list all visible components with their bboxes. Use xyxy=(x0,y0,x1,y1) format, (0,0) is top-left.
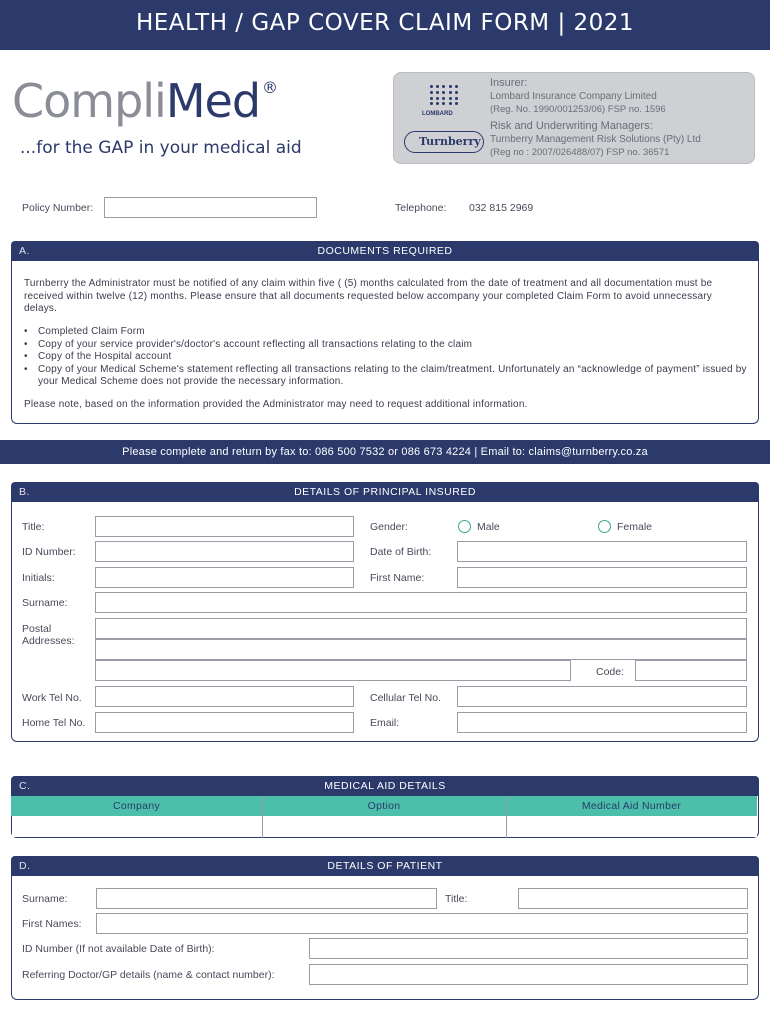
section-d-title: DETAILS OF PATIENT xyxy=(327,860,443,872)
surname-input[interactable] xyxy=(95,592,747,613)
gender-label: Gender: xyxy=(370,521,408,533)
complimed-logo xyxy=(12,74,278,128)
section-c-title: MEDICAL AID DETAILS xyxy=(324,780,446,792)
patient-first-names-input[interactable] xyxy=(96,913,748,934)
patient-title-input[interactable] xyxy=(518,888,748,909)
referring-doctor-label: Referring Doctor/GP details (name & contact number): xyxy=(22,969,275,981)
postal-code-input[interactable] xyxy=(635,660,747,681)
managers-name: Turnberry Management Risk Solutions (Pty) Ltd xyxy=(490,134,701,145)
home-tel-input[interactable] xyxy=(95,712,354,733)
surname-label: Surname: xyxy=(22,597,68,609)
insurer-name: Lombard Insurance Company Limited xyxy=(490,91,657,102)
form-header-bar xyxy=(0,0,770,50)
id-number-label: ID Number: xyxy=(22,546,76,558)
policy-number-label: Policy Number: xyxy=(22,202,94,214)
work-tel-label: Work Tel No. xyxy=(22,692,82,704)
insurer-logos xyxy=(400,79,486,159)
list-item: • Copy of your Medical Scheme's statement reflecting all transactions relating to the claim/treatment. Unfortunately an “acknowledge of payment” issued by your Medical Scheme does not provide the necessary information. xyxy=(22,364,752,389)
telephone-label: Telephone: xyxy=(395,202,447,214)
turnberry-logo-text: Turnberry xyxy=(419,135,481,148)
documents-note: Please note, based on the information provided the Administrator may need to request additional information. xyxy=(24,399,528,410)
gender-female-label: Female xyxy=(617,521,653,533)
column-header-option: Option xyxy=(367,800,401,812)
section-d-letter: D. xyxy=(19,860,31,872)
first-name-label: First Name: xyxy=(370,572,425,584)
dob-input[interactable] xyxy=(457,541,747,562)
postal-address-line3[interactable] xyxy=(95,660,571,681)
insurer-info-box xyxy=(393,72,755,164)
title-input[interactable] xyxy=(95,516,354,537)
documents-intro: Turnberry the Administrator must be notified of any claim within five ( (5) months calculated from the date of treatment and all documentation must be received within twelve (12) months. Please ensure that all documents requested below accompany your completed Claim Form to avoid unnecessary delays. xyxy=(24,278,713,314)
documents-list xyxy=(22,326,752,389)
list-item: • Copy of the Hospital account xyxy=(22,351,752,364)
form-title: HEALTH / GAP COVER CLAIM FORM | 2021 xyxy=(135,10,635,36)
section-a-title: DOCUMENTS REQUIRED xyxy=(317,245,453,257)
patient-id-number-input[interactable] xyxy=(309,938,748,959)
dob-label: Date of Birth: xyxy=(370,546,432,558)
logo-text-part1: Compli xyxy=(12,74,166,128)
patient-title-label: Title: xyxy=(445,893,468,905)
section-a-letter: A. xyxy=(19,245,30,257)
section-c-header xyxy=(11,776,759,796)
medical-aid-option-input[interactable] xyxy=(263,816,506,837)
medical-aid-number-input[interactable] xyxy=(507,816,757,837)
title-label: Title: xyxy=(22,521,45,533)
initials-input[interactable] xyxy=(95,567,354,588)
id-number-input[interactable] xyxy=(95,541,354,562)
list-item: • Copy of your service provider's/doctor's account reflecting all transactions relating to the claim xyxy=(22,339,752,352)
gender-female-radio[interactable] xyxy=(598,520,611,533)
turnberry-logo xyxy=(404,131,484,153)
cellular-tel-input[interactable] xyxy=(457,686,747,707)
initials-label: Initials: xyxy=(22,572,55,584)
gender-male-label: Male xyxy=(477,521,500,533)
email-input[interactable] xyxy=(457,712,747,733)
first-name-input[interactable] xyxy=(457,567,747,588)
insurer-label: Insurer: xyxy=(490,77,528,89)
patient-surname-input[interactable] xyxy=(96,888,437,909)
postal-code-label: Code: xyxy=(596,666,625,678)
telephone-value: 032 815 2969 xyxy=(469,202,534,214)
fax-email-instructions: Please complete and return by fax to: 086 500 7532 or 086 673 4224 | Email to: claims@turnberry.co.za xyxy=(0,440,770,464)
email-label: Email: xyxy=(370,717,400,729)
home-tel-label: Home Tel No. xyxy=(22,717,86,729)
postal-address-label: Postal Addresses: xyxy=(22,623,75,647)
postal-address-line2[interactable] xyxy=(95,639,747,660)
insurer-reg: (Reg. No. 1990/001253/06) FSP no. 1596 xyxy=(490,104,666,115)
postal-address-line1[interactable] xyxy=(95,618,747,639)
section-d-header xyxy=(11,856,759,876)
managers-label: Risk and Underwriting Managers: xyxy=(490,120,653,132)
brand-tagline: ...for the GAP in your medical aid xyxy=(20,138,302,158)
section-b-letter: B. xyxy=(19,486,30,498)
medical-aid-column-headers xyxy=(11,796,757,816)
insurer-details xyxy=(490,77,752,159)
managers-reg: (Reg no : 2007/026488/07) FSP no. 36571 xyxy=(490,147,670,158)
work-tel-input[interactable] xyxy=(95,686,354,707)
logo-text-part2: Med xyxy=(165,74,261,128)
medical-aid-company-input[interactable] xyxy=(12,816,262,837)
section-a-header xyxy=(11,241,759,261)
referring-doctor-input[interactable] xyxy=(309,964,748,985)
patient-id-number-label: ID Number (If not available Date of Birth): xyxy=(22,943,215,955)
list-item: • Completed Claim Form xyxy=(22,326,752,339)
patient-surname-label: Surname: xyxy=(22,893,68,905)
column-header-company: Company xyxy=(112,800,161,812)
lombard-logo-text: LOMBARD xyxy=(422,111,453,117)
section-b-title: DETAILS OF PRINCIPAL INSURED xyxy=(294,486,476,498)
gender-male-radio[interactable] xyxy=(458,520,471,533)
policy-number-input[interactable] xyxy=(104,197,317,218)
section-c-letter: C. xyxy=(19,780,31,792)
cellular-tel-label: Cellular Tel No. xyxy=(370,692,442,704)
column-header-medical-aid-number: Medical Aid Number xyxy=(581,800,682,812)
lombard-logo-icon xyxy=(430,85,460,107)
section-b-header xyxy=(11,482,759,502)
registered-mark: ® xyxy=(262,78,278,97)
patient-first-names-label: First Names: xyxy=(22,918,82,930)
